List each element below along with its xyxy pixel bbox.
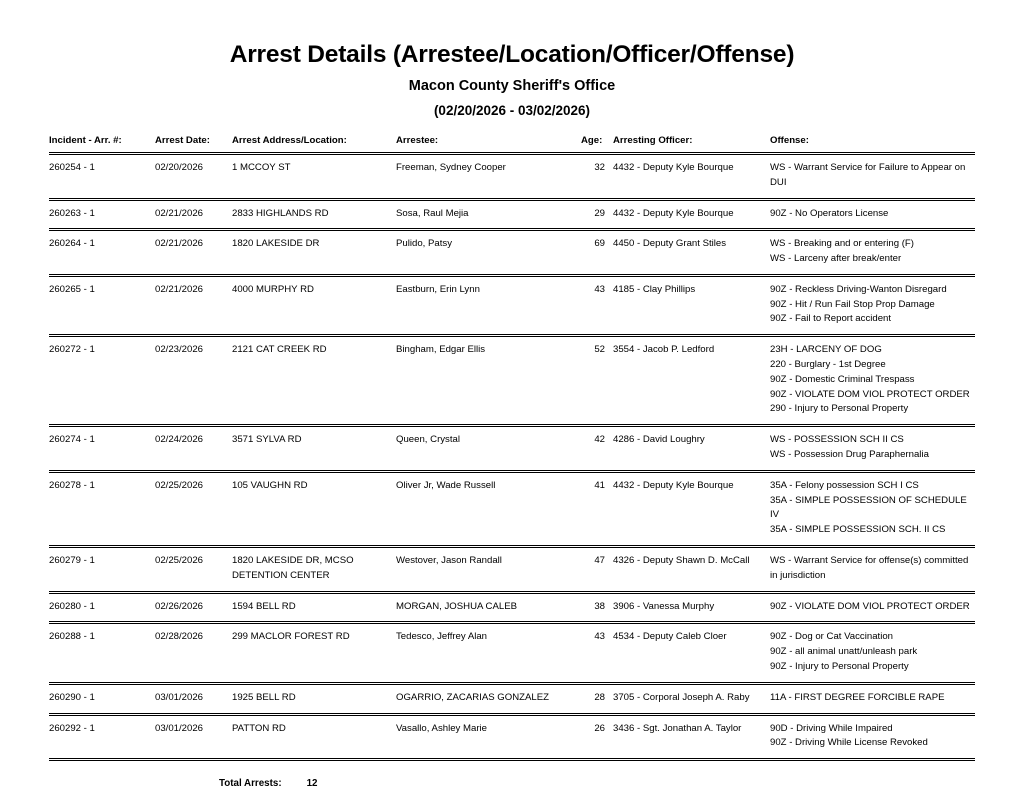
column-header-age: Age: — [581, 135, 603, 147]
offense-line: 23H - LARCENY OF DOG — [770, 344, 882, 356]
offense-line: WS - Warrant Service for Failure to Appear on DUI — [770, 161, 966, 188]
table-row — [49, 201, 975, 229]
offense-line: 90Z - Fail to Report accident — [770, 313, 892, 325]
offense-line: 90Z - Hit / Run Fail Stop Prop Damage — [770, 298, 935, 310]
cell-age: 28 — [594, 691, 605, 703]
cell-age: 69 — [594, 238, 605, 250]
cell-offense-list — [770, 691, 975, 706]
cell-offense-list — [770, 722, 975, 752]
offense-line: WS - POSSESSION SCH II CS — [770, 434, 904, 446]
table-row — [49, 716, 975, 759]
cell-arrestee: OGARRIO, ZACARIAS GONZALEZ — [396, 691, 549, 703]
table-row — [49, 427, 975, 470]
cell-incident: 260264 - 1 — [49, 238, 95, 250]
cell-arrestee: Westover, Jason Randall — [396, 555, 502, 567]
report-titles — [49, 0, 975, 118]
cell-address: 3571 SYLVA RD — [232, 434, 302, 446]
cell-incident: 260290 - 1 — [49, 691, 95, 703]
cell-address: 299 MACLOR FOREST RD — [232, 631, 350, 643]
cell-address: PATTON RD — [232, 722, 286, 734]
offense-line: WS - Possession Drug Paraphernalia — [770, 449, 929, 461]
cell-offense-list — [770, 343, 975, 417]
cell-offense-list — [770, 554, 975, 584]
cell-age: 52 — [594, 344, 605, 356]
cell-arrestee: MORGAN, JOSHUA CALEB — [396, 600, 518, 612]
table-row — [49, 155, 975, 198]
cell-arrest-date: 02/21/2026 — [155, 207, 204, 219]
cell-officer: 4534 - Deputy Caleb Cloer — [613, 631, 727, 643]
cell-offense-list — [770, 433, 975, 463]
offense-line: 220 - Burglary - 1st Degree — [770, 359, 886, 371]
offense-line: WS - Larceny after break/enter — [770, 253, 902, 265]
cell-arrest-date: 02/25/2026 — [155, 555, 204, 567]
cell-age: 43 — [594, 283, 605, 295]
cell-incident: 260278 - 1 — [49, 479, 95, 491]
offense-line: 35A - SIMPLE POSSESSION OF SCHEDULE IV — [770, 494, 967, 521]
cell-incident: 260280 - 1 — [49, 600, 95, 612]
cell-arrest-date: 02/26/2026 — [155, 600, 204, 612]
table-row — [49, 685, 975, 713]
arrest-details-table — [49, 134, 975, 761]
cell-address: 105 VAUGHN RD — [232, 479, 308, 491]
cell-offense-list — [770, 479, 975, 538]
table-row — [49, 624, 975, 681]
table-header-row — [49, 134, 975, 152]
cell-arrest-date: 03/01/2026 — [155, 691, 204, 703]
column-header-address: Arrest Address/Location: — [232, 135, 347, 147]
cell-incident: 260254 - 1 — [49, 161, 95, 173]
offense-line: 35A - Felony possession SCH I CS — [770, 479, 919, 491]
cell-officer: 3906 - Vanessa Murphy — [613, 600, 715, 612]
cell-offense-list — [770, 600, 975, 615]
cell-offense-list — [770, 161, 975, 191]
cell-incident: 260274 - 1 — [49, 434, 95, 446]
offense-line: 90Z - Injury to Personal Property — [770, 661, 909, 673]
cell-arrestee: Queen, Crystal — [396, 434, 460, 446]
cell-incident: 260272 - 1 — [49, 344, 95, 356]
total-arrests-label: Total Arrests: — [219, 778, 282, 789]
column-header-officer: Arresting Officer: — [613, 135, 693, 147]
cell-officer: 3436 - Sgt. Jonathan A. Taylor — [613, 722, 742, 734]
page-title: Arrest Details (Arrestee/Location/Officer/Offense) — [229, 41, 795, 68]
cell-officer: 3554 - Jacob P. Ledford — [613, 344, 715, 356]
cell-age: 32 — [594, 161, 605, 173]
cell-incident: 260263 - 1 — [49, 207, 95, 219]
cell-address: 1925 BELL RD — [232, 691, 296, 703]
cell-arrestee: Oliver Jr, Wade Russell — [396, 479, 496, 491]
cell-offense-list — [770, 283, 975, 327]
cell-address: 1820 LAKESIDE DR — [232, 238, 320, 250]
date-range: (02/20/2026 - 03/02/2026) — [433, 102, 591, 118]
cell-officer: 4432 - Deputy Kyle Bourque — [613, 161, 734, 173]
table-row — [49, 337, 975, 424]
offense-line: 90Z - Driving While License Revoked — [770, 737, 928, 749]
cell-age: 41 — [594, 479, 605, 491]
table-row — [49, 548, 975, 591]
cell-arrest-date: 02/20/2026 — [155, 161, 204, 173]
cell-arrest-date: 03/01/2026 — [155, 722, 204, 734]
offense-line: 90Z - No Operators License — [770, 207, 889, 219]
column-header-arrest-date: Arrest Date: — [155, 135, 210, 147]
cell-incident: 260265 - 1 — [49, 283, 95, 295]
cell-address: 2121 CAT CREEK RD — [232, 344, 327, 356]
report-footer — [49, 778, 975, 789]
cell-arrest-date: 02/21/2026 — [155, 238, 204, 250]
offense-line: 90Z - all animal unatt/unleash park — [770, 646, 918, 658]
cell-incident: 260292 - 1 — [49, 722, 95, 734]
offense-line: 90D - Driving While Impaired — [770, 722, 893, 734]
cell-arrest-date: 02/25/2026 — [155, 479, 204, 491]
cell-officer: 4286 - David Loughry — [613, 434, 705, 446]
table-row — [49, 594, 975, 622]
cell-address: 1820 LAKESIDE DR, MCSO DETENTION CENTER — [232, 555, 354, 581]
cell-arrest-date: 02/24/2026 — [155, 434, 204, 446]
cell-age: 26 — [594, 722, 605, 734]
table-row — [49, 473, 975, 545]
cell-arrest-date: 02/28/2026 — [155, 631, 204, 643]
table-body — [49, 155, 975, 758]
cell-offense-list — [770, 207, 975, 222]
offense-line: 35A - SIMPLE POSSESSION SCH. II CS — [770, 524, 946, 536]
cell-offense-list — [770, 237, 975, 267]
cell-arrestee: Tedesco, Jeffrey Alan — [396, 631, 488, 643]
cell-age: 38 — [594, 600, 605, 612]
cell-address: 1594 BELL RD — [232, 600, 296, 612]
column-header-offense: Offense: — [770, 135, 809, 147]
column-header-incident: Incident - Arr. #: — [49, 135, 122, 147]
cell-arrestee: Pulido, Patsy — [396, 238, 452, 250]
table-row — [49, 277, 975, 334]
offense-line: WS - Warrant Service for offense(s) committed in jurisdiction — [770, 555, 969, 581]
offense-line: 90Z - Dog or Cat Vaccination — [770, 631, 893, 643]
agency-name: Macon County Sheriff's Office — [408, 77, 616, 94]
column-header-arrestee: Arrestee: — [396, 135, 439, 147]
cell-arrestee: Vasallo, Ashley Marie — [396, 722, 488, 734]
offense-line: 90Z - Domestic Criminal Trespass — [770, 373, 915, 385]
cell-arrestee: Freeman, Sydney Cooper — [396, 161, 506, 173]
table-row — [49, 231, 975, 274]
cell-officer: 3705 - Corporal Joseph A. Raby — [613, 691, 750, 703]
offense-line: 90Z - VIOLATE DOM VIOL PROTECT ORDER — [770, 600, 970, 612]
cell-age: 43 — [594, 631, 605, 643]
total-arrests-value: 12 — [306, 778, 318, 789]
cell-address: 2833 HIGHLANDS RD — [232, 207, 329, 219]
cell-officer: 4432 - Deputy Kyle Bourque — [613, 207, 734, 219]
cell-age: 47 — [594, 555, 605, 567]
offense-line: 11A - FIRST DEGREE FORCIBLE RAPE — [770, 691, 945, 703]
cell-arrest-date: 02/21/2026 — [155, 283, 204, 295]
cell-arrestee: Eastburn, Erin Lynn — [396, 283, 480, 295]
cell-arrestee: Sosa, Raul Mejia — [396, 207, 469, 219]
cell-officer: 4432 - Deputy Kyle Bourque — [613, 479, 734, 491]
cell-officer: 4326 - Deputy Shawn D. McCall — [613, 555, 750, 567]
table-bottom-rule — [49, 758, 975, 761]
cell-officer: 4185 - Clay Phillips — [613, 283, 696, 295]
offense-line: WS - Breaking and or entering (F) — [770, 238, 914, 250]
cell-address: 1 MCCOY ST — [232, 161, 291, 173]
cell-offense-list — [770, 630, 975, 674]
cell-incident: 260279 - 1 — [49, 555, 95, 567]
offense-line: 290 - Injury to Personal Property — [770, 403, 909, 415]
cell-arrestee: Bingham, Edgar Ellis — [396, 344, 486, 356]
cell-officer: 4450 - Deputy Grant Stiles — [613, 238, 727, 250]
offense-line: 90Z - VIOLATE DOM VIOL PROTECT ORDER — [770, 388, 970, 400]
cell-age: 42 — [594, 434, 605, 446]
cell-age: 29 — [594, 207, 605, 219]
cell-arrest-date: 02/23/2026 — [155, 344, 204, 356]
offense-line: 90Z - Reckless Driving-Wanton Disregard — [770, 283, 947, 295]
cell-address: 4000 MURPHY RD — [232, 283, 314, 295]
cell-incident: 260288 - 1 — [49, 631, 95, 643]
